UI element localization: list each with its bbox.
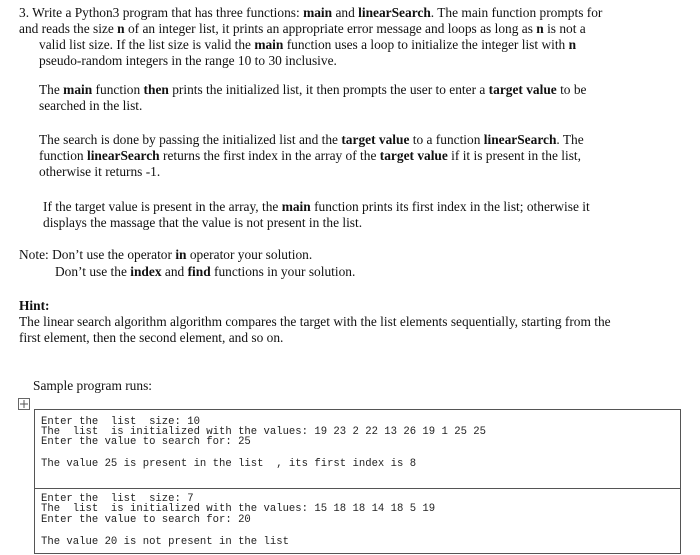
sample-heading: Sample program runs: <box>33 378 153 393</box>
sample-run-1-box <box>34 409 681 490</box>
text: and <box>332 5 359 20</box>
text: function <box>39 148 87 163</box>
question-p1-line4 <box>39 53 337 69</box>
bold-linearsearch: linearSearch <box>358 5 431 20</box>
bold-find: find <box>187 264 211 279</box>
text: valid list size. If the list size is valid the <box>39 37 255 52</box>
question-p1-line3 <box>39 37 576 53</box>
text: Don’t use the <box>55 264 131 279</box>
note-line2 <box>55 264 355 280</box>
text: otherwise it returns -1. <box>39 164 161 179</box>
text: . The main function prompts for <box>430 5 603 20</box>
run2-line2: The list is initialized with the values: 15 18 18 14 18 5 19 <box>41 503 436 515</box>
bold-target-value: target value <box>379 148 448 163</box>
bold-main: main <box>303 5 333 20</box>
bold-main: main <box>63 82 93 97</box>
run2-line1: Enter the list size: 7 <box>41 493 194 505</box>
text: of an integer list, it prints an appropriate error message and loops as long as <box>124 21 537 36</box>
note-line1 <box>19 247 312 263</box>
text: pseudo-random integers in the range 10 to 30 inclusive. <box>39 53 337 68</box>
text: searched in the list. <box>39 98 143 113</box>
question-p1-line2 <box>19 21 586 37</box>
question-p3-line3 <box>39 164 160 180</box>
text: if it is present in the list, <box>447 148 581 163</box>
bold-n: n <box>568 37 577 52</box>
text: . The <box>556 132 584 147</box>
question-p4-line1 <box>43 199 590 215</box>
bold-n: n <box>536 21 544 36</box>
bold-linearsearch: linearSearch <box>86 148 160 163</box>
text: function uses a loop to initialize the integer list with <box>283 37 569 52</box>
text: to a function <box>409 132 484 147</box>
bold-linearsearch: linearSearch <box>483 132 557 147</box>
text: function <box>92 82 144 97</box>
run2-line3: Enter the value to search for: 20 <box>41 514 251 526</box>
text: to be <box>556 82 587 97</box>
text: functions in your solution. <box>210 264 356 279</box>
text: is not a <box>543 21 586 36</box>
run1-line1: Enter the list size: 10 <box>41 416 200 428</box>
text: If the target value is present in the array, the <box>43 199 282 214</box>
bold-main: main <box>281 199 311 214</box>
bold-in: in <box>175 247 187 262</box>
text: The <box>39 82 64 97</box>
text: and <box>161 264 188 279</box>
bold-target-value: target value <box>488 82 557 97</box>
hint-title: Hint: <box>19 298 50 313</box>
text: and reads the size <box>19 21 118 36</box>
run2-line4: The value 20 is not present in the list <box>41 536 289 548</box>
sample-run-2-box <box>34 488 681 554</box>
run1-line2: The list is initialized with the values: 19 23 2 22 13 26 19 1 25 25 <box>41 426 487 438</box>
bold-then: then <box>143 82 169 97</box>
hint-line2: first element, then the second element, and so on. <box>19 330 284 345</box>
run1-line4: The value 25 is present in the list , its first index is 8 <box>41 458 417 470</box>
text: function prints its first index in the list; otherwise it <box>310 199 590 214</box>
text: Note: Don’t use the operator <box>19 247 176 262</box>
hint-line1: The linear search algorithm algorithm compares the target with the list elements sequentially, starting from the <box>19 314 611 329</box>
text: returns the first index in the array of the <box>159 148 380 163</box>
text: The search is done by passing the initialized list and the <box>39 132 342 147</box>
question-p4-line2 <box>43 215 362 231</box>
run1-line3: Enter the value to search for: 25 <box>41 436 251 448</box>
bold-index: index <box>130 264 162 279</box>
table-move-handle-icon[interactable] <box>18 398 30 410</box>
text: 3. Write a Python3 program that has three functions: <box>19 5 304 20</box>
text: prints the initialized list, it then prompts the user to enter a <box>168 82 489 97</box>
question-p1-line1 <box>19 5 602 21</box>
question-p3-line1 <box>39 132 584 148</box>
move-arrows-icon <box>19 399 29 409</box>
text: operator your solution. <box>186 247 313 262</box>
bold-n: n <box>117 21 125 36</box>
text: displays the massage that the value is not present in the list. <box>43 215 363 230</box>
bold-main: main <box>254 37 284 52</box>
question-p2-line2 <box>39 98 142 114</box>
bold-target-value: target value <box>341 132 410 147</box>
question-p3-line2 <box>39 148 581 164</box>
question-p2-line1 <box>39 82 586 98</box>
